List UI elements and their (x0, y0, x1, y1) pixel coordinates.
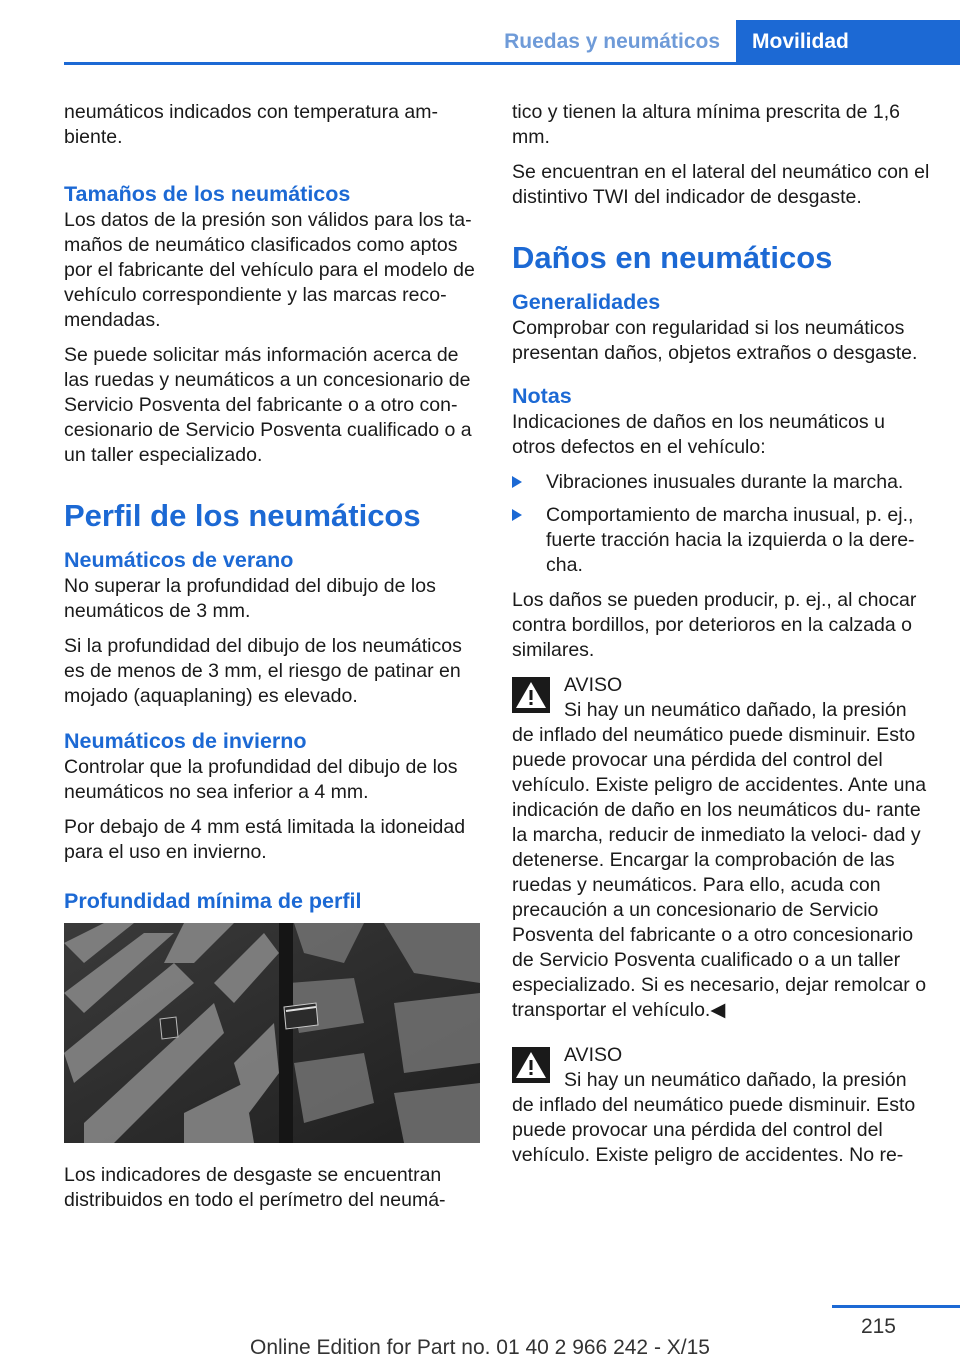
paragraph: Comprobar con regularidad si los neumáticos presentan daños, objetos extraños o desgaste. (512, 317, 918, 364)
tire-tread-wear-indicator-image (64, 923, 480, 1143)
heading-tire-profile: Perfil de los neumáticos (64, 498, 421, 533)
warning-text: Si hay un neumático dañado, la presión de inflado del neumático puede disminuir. Esto puede provocar una pérdida del control del vehículo. Existe peligro de accidentes. Ante una indicación de daño en los neumáticos du‐ rante la marcha, reducir de inmediato la veloci‐ dad y detenerse. Encargar la comprobación de las ruedas y neumáticos. Para ello, acuda con precaución a un concesionario de Servicio Posventa del fabricante o a otro concesionario de Servicio Posventa cualificado o a un taller especializado. Si es necesario, dejar remolcar o transportar el vehículo.◀ (512, 699, 927, 1021)
heading-general: Generalidades (512, 290, 661, 314)
warning-triangle-icon (512, 1047, 550, 1083)
header-chapter-tab[interactable] (736, 20, 960, 62)
paragraph: Si la profundidad del dibujo de los neumáticos es de menos de 3 mm, el riesgo de patinar en mojado (aquaplaning) es elevado. (64, 635, 462, 707)
paragraph: No superar la profundidad del dibujo de los neumáticos de 3 mm. (64, 575, 436, 622)
paragraph: Por debajo de 4 mm está limitada la idoneidad para el uso en invierno. (64, 816, 466, 863)
paragraph: Se puede solicitar más información acerca de las ruedas y neumáticos a un concesionario de Servicio Posventa del fabricante o a otro con‐ cesionario de Servicio Posventa cualificado o a un taller especializado. (64, 344, 472, 466)
warning-triangle-icon (512, 677, 550, 713)
damage-indicator-list (512, 470, 930, 578)
warning-box (512, 1043, 930, 1168)
warning-title: AVISO (564, 1044, 623, 1066)
bullet-triangle-icon (512, 476, 522, 488)
paragraph: Los indicadores de desgaste se encuentran distribuidos en todo el perímetro del neumá‐ (64, 1164, 446, 1211)
warning-title: AVISO (564, 674, 623, 696)
warning-text: Si hay un neumático dañado, la presión de inflado del neumático puede disminuir. Esto puede provocar una pérdida del control del vehículo. Existe peligro de accidentes. No re‐ (512, 1069, 916, 1166)
heading-tire-damage: Daños en neumáticos (512, 240, 833, 275)
page-number: 215 (860, 1315, 896, 1338)
page-number-rule (832, 1305, 960, 1308)
bullet-triangle-icon (512, 509, 522, 521)
heading-notes: Notas (512, 384, 572, 408)
paragraph: Controlar que la profundidad del dibujo de los neumáticos no sea inferior a 4 mm. (64, 756, 458, 803)
paragraph: tico y tienen la altura mínima prescrita de 1,6 mm. (512, 101, 901, 148)
header-section-tab[interactable] (448, 20, 736, 62)
heading-tire-sizes: Tamaños de los neumáticos (64, 182, 351, 206)
heading-summer-tires: Neumáticos de verano (64, 548, 294, 572)
header-chapter-label: Movilidad (752, 30, 849, 53)
heading-winter-tires: Neumáticos de invierno (64, 729, 307, 753)
paragraph: neumáticos indicados con temperatura am‐ biente. (64, 101, 438, 148)
paragraph: Indicaciones de daños en los neumáticos u otros defectos en el vehículo: (512, 411, 885, 458)
header-section-label: Ruedas y neumáticos (504, 30, 720, 53)
edition-footer: Online Edition for Part no. 01 40 2 966 242 - X/15 (250, 1336, 710, 1359)
paragraph: Se encuentran en el lateral del neumático con el distintivo TWI del indicador de desgaste. (512, 161, 930, 208)
warning-box (512, 673, 930, 1023)
list-item: Comportamiento de marcha inusual, p. ej., fuerte tracción hacia la izquierda o la dere‐ cha. (512, 503, 930, 578)
heading-minimum-tread: Profundidad mínima de perfil (64, 889, 362, 913)
right-column (512, 100, 930, 1176)
left-column (64, 100, 484, 1223)
paragraph: Los daños se pueden producir, p. ej., al chocar contra bordillos, por deterioros en la calzada o similares. (512, 589, 917, 661)
paragraph: Los datos de la presión son válidos para los ta‐ maños de neumático clasificados como aptos por el fabricante del vehículo para el modelo de vehículo correspondiente y las marcas reco‐ mendadas. (64, 209, 475, 331)
list-item: Vibraciones inusuales durante la marcha. (512, 470, 930, 495)
